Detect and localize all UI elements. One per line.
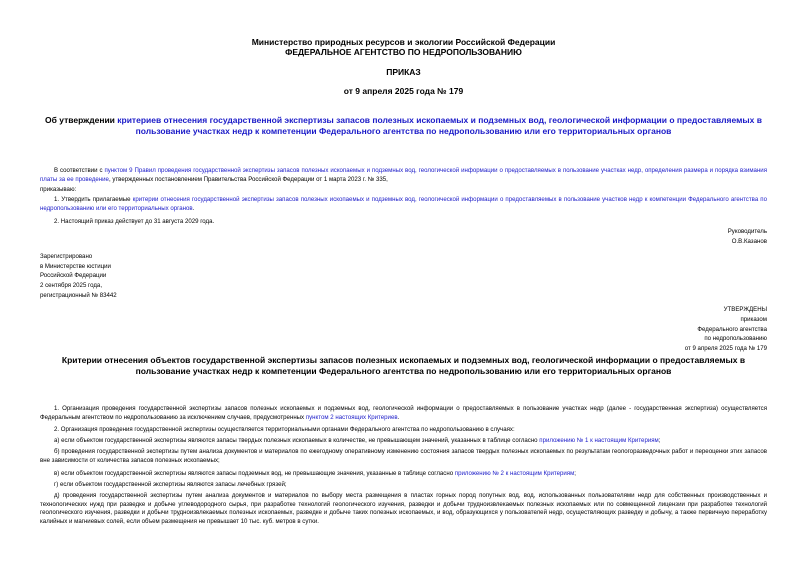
order-item-1-link[interactable]: критерии отнесения государственной экспертизы запасов полезных ископаемых и подземных вод, геологической информации о предоставляемых в пользование участков недр к компетенции Федерального агентства по недропользованию или его территориальных органов	[40, 196, 767, 212]
order-item-1	[40, 196, 767, 213]
criteria-p1-start: 1. Организация проведения государственной экспертизы запасов полезных ископаемых и подземных вод, геологической информации о предоставляемых в пользование участках недр (далее - государственная экспертиза) осуществляется Федеральным агентством по недропользованию за исключением случаев, предусмотренных	[40, 405, 767, 421]
approved-line-1: УТВЕРЖДЕНЫ	[723, 306, 767, 313]
order-title	[40, 115, 767, 137]
approved-block	[685, 305, 767, 354]
approved-line-3: Федерального агентства	[697, 325, 767, 333]
criteria-item-a	[54, 437, 660, 446]
criteria-p1-end: .	[397, 413, 400, 421]
criteria-title: Критерии отнесения объектов государственной экспертизы запасов полезных ископаемых и подземных вод, геологической информации о предоставляемых в пользование участках недр к компетенции Федерального агентства по недропользованию или его территориальных органов	[61, 355, 746, 376]
criteria-item-g: г) если объектом государственной экспертизы являются запасы лечебных грязей;	[54, 481, 287, 488]
ministry-name: Министерство природных ресурсов и экологии Российской Федерации	[251, 37, 556, 47]
agency-name: ФЕДЕРАЛЬНОЕ АГЕНТСТВО ПО НЕДРОПОЛЬЗОВАНИЮ	[285, 47, 522, 57]
order-word: приказываю:	[40, 186, 77, 193]
criteria-a-link[interactable]: приложению № 1 к настоящим Критериям	[539, 437, 659, 444]
criteria-item-b: б) проведения государственной экспертизы путем анализа документов и материалов по ежегодному оперативному изменению состояния запасов твердых полезных ископаемых по результатам геологоразведочных работ и переоценки этих запасов вне зависимости от количества запасов полезных ископаемых;	[40, 448, 767, 464]
criteria-v-start: в) если объектом государственной экспертизы являются запасы подземных вод, не превышающие значения, указанные в таблице согласно	[54, 470, 455, 477]
preamble-start: В соответствии с	[54, 167, 105, 174]
order-item-1-end: .	[192, 204, 195, 212]
registration-block	[40, 252, 117, 301]
order-item-2: 2. Настоящий приказ действует до 31 августа 2029 года.	[54, 218, 215, 225]
preamble-end: , утвержденных постановлением Правительства Российской Федерации от 1 марта 2023 г. № 335,	[108, 175, 388, 183]
criteria-a-end: ;	[658, 437, 661, 444]
order-date-number: от 9 апреля 2025 года № 179	[343, 86, 464, 96]
criteria-a-start: а) если объектом государственной экспертизы являются запасы твердых полезных ископаемых в количестве, не превышающем значений, указанных в таблице согласно	[54, 437, 540, 444]
signature-position: Руководитель	[727, 228, 767, 235]
signature-name: О.В.Казанов	[731, 238, 767, 245]
preamble-link[interactable]: пунктом 9 Правил проведения государственной экспертизы запасов полезных ископаемых и подземных вод, геологической информации о предоставляемых в пользование участках недр, определения размера и порядка взимания платы за ее проведение	[40, 167, 767, 183]
order-title-link[interactable]: критериев отнесения государственной экспертизы запасов полезных ископаемых и подземных вод, геологической информации о предоставляемых в пользование участках недр к компетенции Федерального агентства по недропользованию или его территориальных органов	[117, 115, 762, 136]
criteria-paragraph-2: 2. Организация проведения государственной экспертизы осуществляется территориальными органами Федерального агентства по недропользованию в случаях:	[54, 426, 515, 433]
approved-line-5: от 9 апреля 2025 года № 179	[684, 345, 767, 353]
registration-line-5: регистрационный № 83442	[40, 291, 117, 299]
order-item-1-start: 1. Утвердить прилагаемые	[54, 196, 133, 203]
criteria-item-d: д) проведения государственной экспертизы путем анализа документов и материалов по выбору места размещения в пластах горных пород попутных вод, вод, использованных пользователями недр для собственных производственных и технологических нужд при разведке и добыче углеводородного сырья, при разработке технологий геологического изучения, разведки и добычи трудноизвлекаемых полезных ископаемых или по совмещенной лицензии при разработке технологий геологического изучения, разведки и добычи трудноизвлекаемых полезных ископаемых, разведке и добыче таких полезных ископаемых, и вод, образующихся у пользователей недр, осуществляющих разведку и добычу, а также первичную переработку калийных и магниевых солей, если объем размещения не превышает 10 тыс. куб. метров в сутки.	[40, 492, 767, 526]
registration-line-3: Российской Федерации	[40, 272, 107, 280]
criteria-v-end: ;	[574, 470, 576, 477]
registration-line-4: 2 сентября 2025 года,	[40, 282, 103, 290]
order-title-prefix: Об утверждении	[45, 115, 118, 125]
criteria-v-link[interactable]: приложению № 2 к настоящим Критериям	[454, 470, 575, 477]
criteria-item-v	[54, 470, 576, 479]
approved-line-2: приказом	[740, 315, 767, 323]
registration-line-1: Зарегистрировано	[40, 253, 93, 260]
doc-type: ПРИКАЗ	[386, 67, 421, 77]
criteria-p1-link[interactable]: пунктом 2 настоящих Критериев	[305, 413, 398, 421]
criteria-paragraph-1	[40, 405, 767, 422]
registration-line-2: в Министерстве юстиции	[40, 262, 111, 270]
approved-line-4: по недропользованию	[704, 335, 767, 343]
preamble-paragraph	[40, 167, 767, 184]
